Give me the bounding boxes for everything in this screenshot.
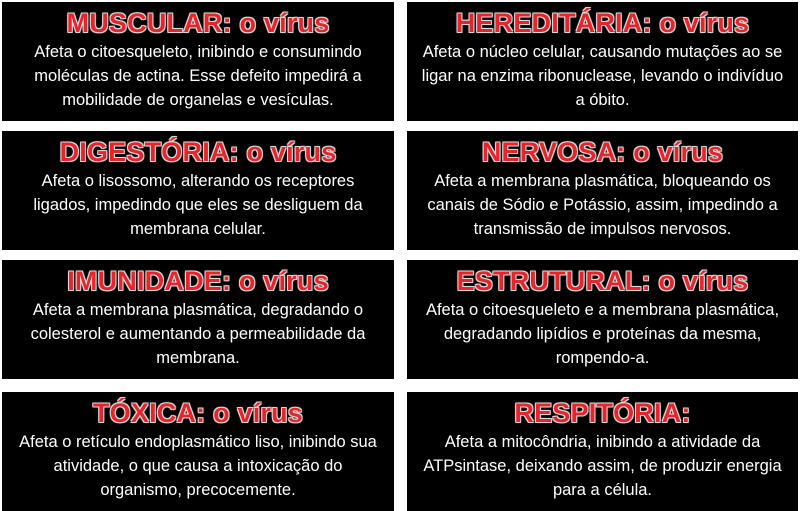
- card-title: NERVOSA: o vírus: [481, 137, 724, 167]
- card-title: RESPITÓRIA:: [514, 398, 691, 428]
- card-title: TÓXICA: o vírus: [92, 398, 304, 428]
- card-description: Afeta a mitocôndria, inibindo a atividade da ATPsintase, deixando assim, de produzir energia para a célula.: [423, 433, 782, 499]
- card-description: Afeta o lisossomo, alterando os receptores ligados, impedindo que eles se desliguem da membrana celular.: [33, 172, 363, 238]
- card-respitoria: [407, 392, 798, 511]
- card-hereditaria: [407, 2, 798, 121]
- card-description: Afeta o retículo endoplasmático liso, inibindo sua atividade, o que causa a intoxicação do organismo, precocemente.: [19, 433, 377, 499]
- card-title: IMUNIDADE: o vírus: [67, 266, 329, 296]
- card-title: DIGESTÓRIA: o vírus: [59, 137, 337, 167]
- card-digestoria: [2, 131, 394, 250]
- card-imunidade: [2, 260, 394, 379]
- card-title: HEREDITÁRIA: o vírus: [455, 8, 750, 38]
- card-estrutural: [407, 260, 798, 379]
- card-toxica: [2, 392, 394, 511]
- card-nervosa: [407, 131, 798, 250]
- card-title: MUSCULAR: o vírus: [66, 8, 330, 38]
- card-description: Afeta a membrana plasmática, bloqueando os canais de Sódio e Potássio, assim, impedindo a transmissão de impulsos nervosos.: [427, 172, 778, 238]
- card-title: ESTRUTURAL: o vírus: [456, 266, 749, 296]
- card-description: Afeta o citoesqueleto, inibindo e consumindo moléculas de actina. Esse defeito impedirá a mobilidade de organelas e vesículas.: [34, 43, 362, 109]
- card-description: Afeta o núcleo celular, causando mutações ao se ligar na enzima ribonuclease, levando o indivíduo a óbito.: [421, 43, 784, 109]
- card-muscular: [2, 2, 394, 121]
- card-description: Afeta a membrana plasmática, degradando o colesterol e aumentando a permeabilidade da membrana.: [30, 301, 366, 367]
- card-description: Afeta o citoesqueleto e a membrana plasmática, degradando lipídios e proteínas da mesma, rompendo-a.: [425, 301, 780, 367]
